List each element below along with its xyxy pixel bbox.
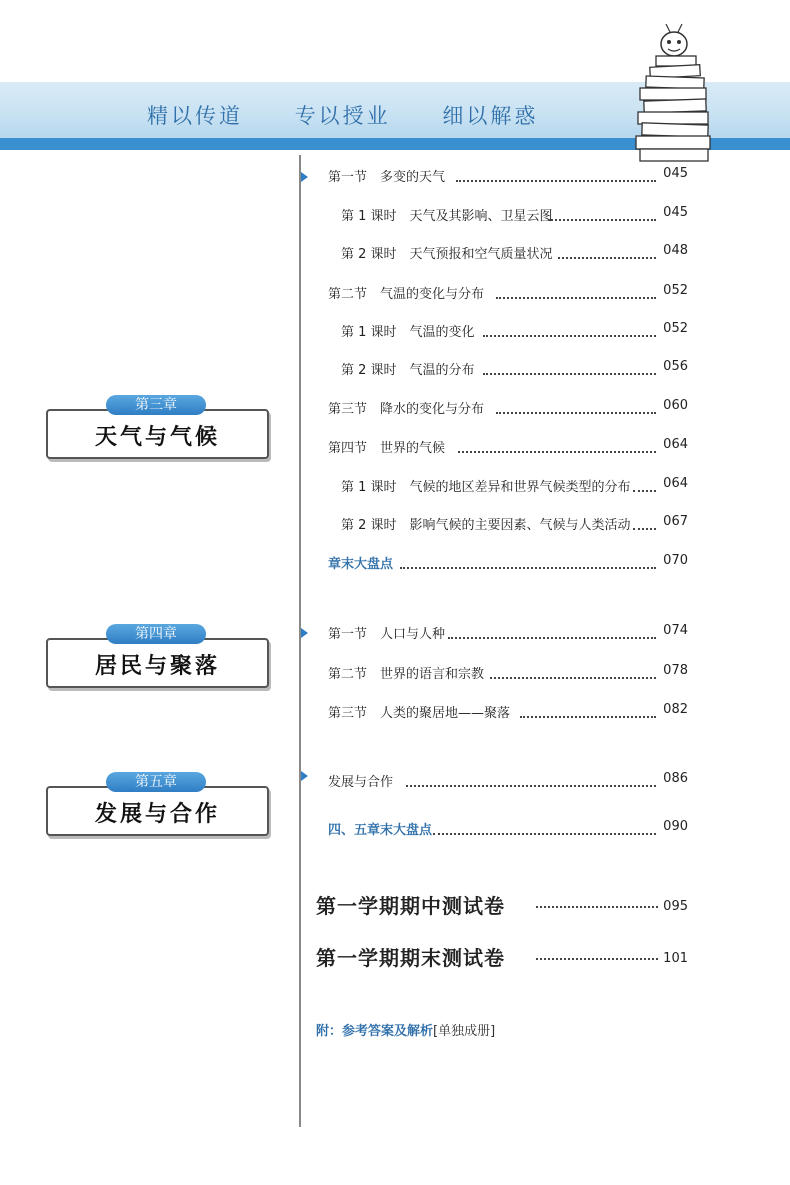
toc-page: 060 xyxy=(660,398,688,413)
toc-page: 045 xyxy=(660,166,688,181)
toc-leader xyxy=(496,404,656,414)
appendix-prefix: 附：参考答案及解析 xyxy=(316,1024,434,1039)
chapter-tag: 第四章 xyxy=(106,624,206,644)
toc-leader xyxy=(400,559,656,569)
chapter-tag: 第三章 xyxy=(106,395,206,415)
toc-label: 第二节 世界的语言和宗教 xyxy=(328,663,488,682)
motto-1: 精以传道 xyxy=(147,104,243,128)
toc-entry[interactable] xyxy=(328,359,688,381)
exam-entry[interactable] xyxy=(316,890,688,920)
toc-label: 第 1 课时 气温的变化 xyxy=(341,321,479,340)
exam-page: 095 xyxy=(663,899,688,914)
toc-page: 082 xyxy=(660,702,688,717)
toc-label: 章末大盘点 xyxy=(328,553,397,572)
toc-label: 第 2 课时 气温的分布 xyxy=(341,359,479,378)
toc-label: 第三节 降水的变化与分布 xyxy=(328,398,488,417)
chapter-3-box xyxy=(46,395,269,455)
exam-label: 第一学期期中测试卷 xyxy=(316,890,509,919)
chapter-tag: 第五章 xyxy=(106,772,206,792)
toc-entry[interactable] xyxy=(328,514,688,536)
toc-label: 第 2 课时 天气预报和空气质量状况 xyxy=(341,243,557,262)
toc-page: 067 xyxy=(660,514,688,529)
toc-entry[interactable] xyxy=(328,819,688,841)
toc-label: 第一节 人口与人种 xyxy=(328,623,449,642)
toc-label: 发展与合作 xyxy=(328,771,397,790)
toc-label: 第 1 课时 气候的地区差异和世界气候类型的分布 xyxy=(341,476,635,495)
toc-entry[interactable] xyxy=(328,321,688,343)
exam-entry[interactable] xyxy=(316,942,688,972)
appendix-note xyxy=(316,1020,495,1039)
exam-label: 第一学期期末测试卷 xyxy=(316,942,509,971)
toc-entry[interactable] xyxy=(328,166,688,188)
toc-page: 070 xyxy=(660,553,688,568)
toc-leader xyxy=(406,777,656,787)
toc-label: 第 1 课时 天气及其影响、卫星云图 xyxy=(341,205,557,224)
toc-page: 090 xyxy=(660,819,688,834)
toc-leader xyxy=(633,520,656,530)
toc-page: 078 xyxy=(660,663,688,678)
toc-page: 064 xyxy=(660,437,688,452)
toc-entry[interactable] xyxy=(328,437,688,459)
chapter-5-arrow-icon xyxy=(301,771,308,781)
toc-entry[interactable] xyxy=(328,553,688,575)
toc-page: 048 xyxy=(660,243,688,258)
toc-page: 052 xyxy=(660,283,688,298)
chapter-4-arrow-icon xyxy=(301,628,308,638)
toc-leader xyxy=(433,825,656,835)
toc-leader xyxy=(548,211,656,221)
toc-entry[interactable] xyxy=(328,623,688,645)
toc-entry[interactable] xyxy=(328,702,688,724)
toc-entry[interactable] xyxy=(328,398,688,420)
toc-label: 第二节 气温的变化与分布 xyxy=(328,283,488,302)
toc-entry[interactable] xyxy=(328,663,688,685)
book-stack-illustration xyxy=(628,16,718,164)
toc-page: 064 xyxy=(660,476,688,491)
motto xyxy=(147,100,580,130)
motto-3: 细以解惑 xyxy=(442,104,539,128)
toc-label: 第四节 世界的气候 xyxy=(328,437,449,456)
toc-leader xyxy=(558,249,656,259)
chapter-title: 发展与合作 xyxy=(94,801,220,827)
chapter-4-box xyxy=(46,624,269,684)
appendix-bracket: [单独成册] xyxy=(433,1024,496,1039)
toc-leader xyxy=(520,708,656,718)
divider-line xyxy=(299,155,301,1127)
motto-2: 专以授业 xyxy=(294,104,391,128)
toc-page: 086 xyxy=(660,771,688,786)
exam-leader xyxy=(536,958,658,960)
chapter-title: 居民与聚落 xyxy=(94,653,220,679)
toc-label: 第一节 多变的天气 xyxy=(328,166,449,185)
toc-label: 第三节 人类的聚居地——聚落 xyxy=(328,702,514,721)
exam-page: 101 xyxy=(663,951,688,966)
toc-entry[interactable] xyxy=(328,205,688,227)
toc-page: 052 xyxy=(660,321,688,336)
toc-page: 056 xyxy=(660,359,688,374)
toc-leader xyxy=(490,669,656,679)
toc-entry[interactable] xyxy=(328,476,688,498)
toc-page: 074 xyxy=(660,623,688,638)
toc-leader xyxy=(458,443,656,453)
toc-entry[interactable] xyxy=(328,243,688,265)
toc-entry[interactable] xyxy=(328,283,688,305)
chapter-title: 天气与气候 xyxy=(94,424,220,450)
toc-label: 第 2 课时 影响气候的主要因素、气候与人类活动 xyxy=(341,514,635,533)
toc-leader xyxy=(456,172,656,182)
toc-label: 四、五章末大盘点 xyxy=(328,819,436,838)
chapter-5-box xyxy=(46,772,269,832)
chapter-3-arrow-icon xyxy=(301,172,308,182)
toc-leader xyxy=(448,629,656,639)
toc-entry[interactable] xyxy=(328,771,688,793)
toc-leader xyxy=(483,327,656,337)
toc-page: 045 xyxy=(660,205,688,220)
toc-leader xyxy=(483,365,656,375)
toc-leader xyxy=(633,482,656,492)
exam-leader xyxy=(536,906,658,908)
toc-leader xyxy=(496,289,656,299)
